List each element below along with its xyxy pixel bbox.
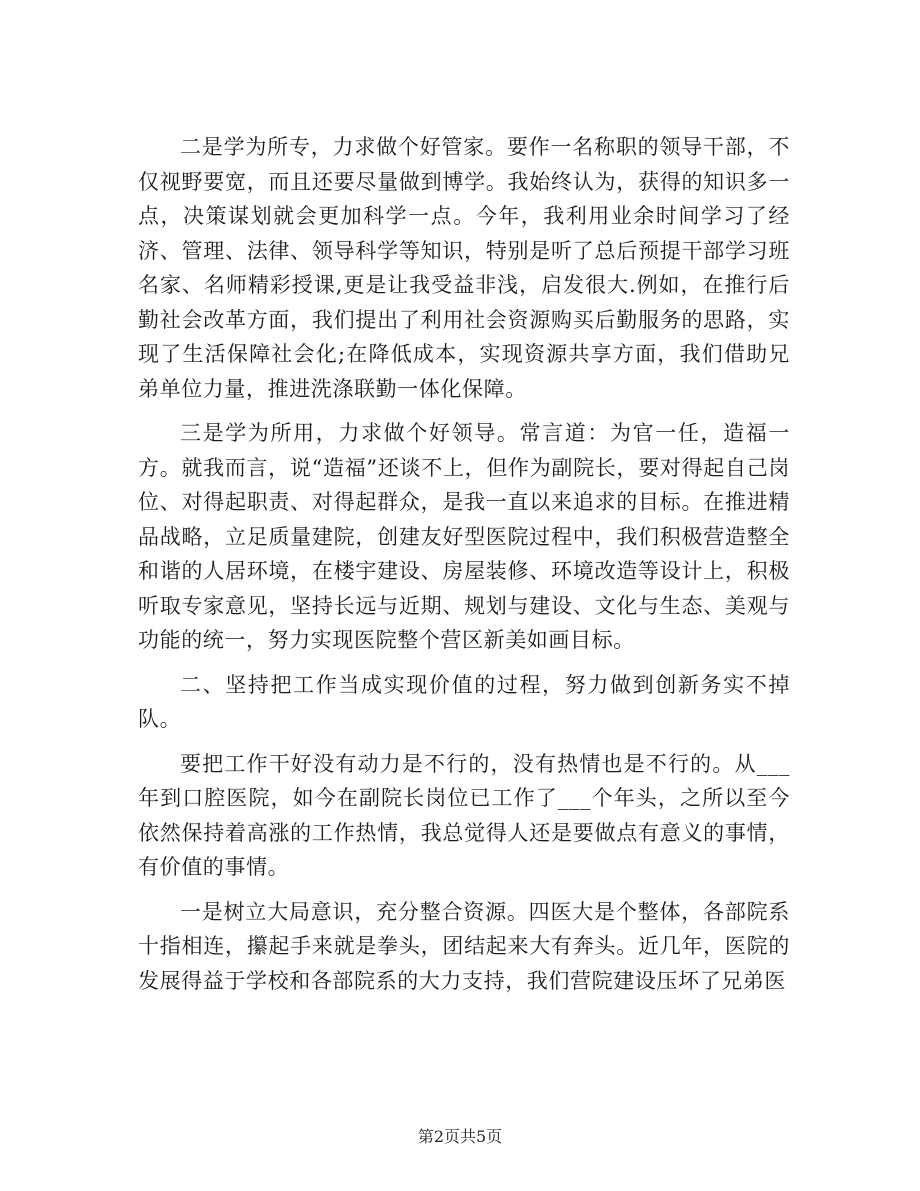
document-body (138, 130, 790, 998)
paragraph-study-management: 二是学为所专，力求做个好管家。要作一名称职的领导干部，不仅视野要宽，而且还要尽量做到博学。我始终认为，获得的知识多一点，决策谋划就会更加科学一点。今年，我利用业余时间学习了经济、管理、法律、领导科学等知识，特别是听了总后预提干部学习班名家、名师精彩授课,更是让我受益非浅，启发很大.例如，在推行后勤社会改革方面，我们提出了利用社会资源购买后勤服务的思路，实现了生活保障社会化;在降低成本，实现资源共享方面，我们借助兄弟单位力量，推进洗涤联勤一体化保障。 (138, 135, 790, 401)
section-heading-work-value: 二、坚持把工作当成实现价值的过程，努力做到创新务实不掉队。 (138, 672, 790, 731)
page-number-footer: 第2页共5页 (417, 1127, 503, 1146)
paragraph-work-passion: 要把工作干好没有动力是不行的，没有热情也是不行的。从___年到口腔医院，如今在副院长岗位已工作了___个年头，之所以至今依然保持着高涨的工作热情，我总觉得人还是要做点有意义的事情，有价值的事情。 (138, 751, 790, 879)
paragraph-study-leadership: 三是学为所用，力求做个好领导。常言道：为官一任，造福一方。就我而言，说“造福”还谈不上，但作为副院长，要对得起自己岗位、对得起职责、对得起群众，是我一直以来追求的目标。在推进精品战略，立足质量建院，创建友好型医院过程中，我们积极营造整全和谐的人居环境，在楼宇建设、房屋装修、环境改造等设计上，积极听取专家意见，坚持长远与近期、规划与建设、文化与生态、美观与功能的统一，努力实现医院整个营区新美如画目标。 (138, 421, 790, 652)
paragraph-overall-awareness: 一是树立大局意识，充分整合资源。四医大是个整体，各部院系十指相连，攥起手来就是拳头，团结起来大有奔头。近几年，医院的发展得益于学校和各部院系的大力支持，我们营院建设压坏了兄弟医 (138, 899, 790, 993)
